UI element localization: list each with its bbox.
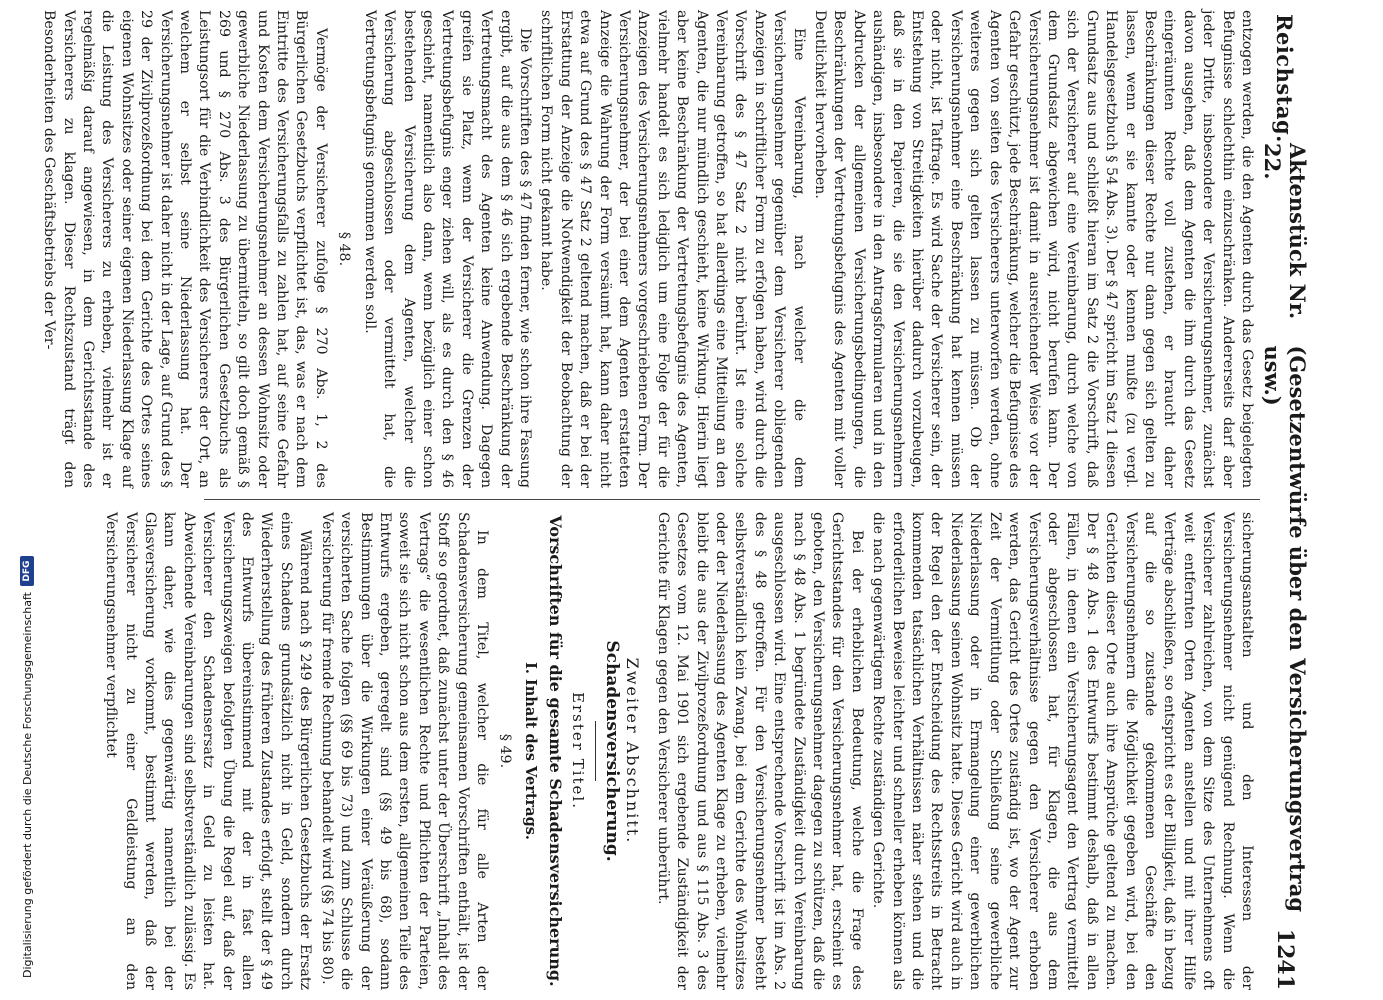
header-subject: (Gesetzentwürfe über den Versicherungsvertrag usw.) xyxy=(1260,345,1310,913)
paragraph: entzogen werden, die den Agenten durch das Gesetz beigelegten Befugnisse schlechthin einzuschränken. Andererseits darf aber jeder Dritte, insbesondere der Versicherungsnehmer, zunächst davon ausgehen, daß dem Agenten die ihm durch das Gesetz eingeräumten Rechte voll zustehen, er braucht daher Beschränkungen dieser Rechte nur dann gegen sich gelten zu lassen, wenn er sie kannte oder kennen mußte (zu vergl. Handelsgesetzbuch § 54 Abs. 3). Der § 47 spricht im Satz 1 diesen Grundsatz aus und schließt hieran im Satz 2 die Vorschrift, daß sich der Versicherer auf eine Vereinbarung, durch welche von dem Grundsatz abgewichen wird, nicht berufen kann. Der Versicherungsnehmer ist damit in ausreichender Weise vor der Gefahr geschützt, jede Beschränkung, welcher die Befugnisse des Agenten von seiten des Versicherers unterworfen werden, ohne weiteres gegen sich gelten lassen zu müssen. Ob der Versicherungsnehmer eine Beschränkung hat kennen müssen oder nicht, ist Tatfrage. Es wird Sache der Versicherer sein, der Entstehung von Streitigkeiten hierüber dadurch vorzubeugen, daß sie in den Papieren, die sie den Versicherungsnehmern aushändigen, insbesondere in den Antragsformularen und in den Abdrucken der allgemeinen Versicherungsbedingungen, die Beschränkungen der Vertretungsbefugnis des Agenten mit voller Deutlichkeit hervorheben. xyxy=(812,10,1255,488)
left-column xyxy=(41,10,1256,488)
credit-line xyxy=(20,556,34,978)
credit-strip xyxy=(0,0,34,1000)
page-header xyxy=(1260,14,1310,990)
paragraph: Bei der erheblichen Bedeutung, welche die Frage des Gerichtsstandes für den Versicherungsnehmer hat, erscheint es geboten, den Versicherungsnehmer dagegen zu schützen, daß die nach § 48 Abs. 1 begründete Zuständigkeit durch Vereinbarung ausgeschlossen wird. Eine entsprechende Vorschrift ist im Abs. 2 des § 48 getroffen. Für den Versicherungsnehmer besteht selbstverständlich kein Zwang, bei dem Gerichte des Wohnsitzes oder der Niederlassung des Agenten Klage zu erheben, vielmehr bleibt die aus der Zivilprozeßordnung und aus § 115 Abs. 3 des Gesetzes vom 12. Mai 1901 sich ergebende Zuständigkeit der Gerichte für Klagen gegen den Versicherer unberührt. xyxy=(654,512,865,990)
subsection-heading: I. Inhalt des Vertrags. xyxy=(521,662,539,840)
credit-text: Digitalisierung gefördert durch die Deutsche Forschungsgemeinschaft xyxy=(20,592,34,978)
dfg-logo-icon: DFG xyxy=(20,556,34,586)
section-heading: Zweiter Abschnitt. xyxy=(623,657,643,845)
section-number: § 48. xyxy=(336,231,353,267)
paragraph: Während nach § 249 des Bürgerlichen Gesetzbuchs der Ersatz eines Schadens grundsätzlich nicht in Geld, sondern durch Wiederherstellung des früheren Zustandes erfolgt, stellt der § 49 des Entwurfs übereinstimmend mit der in fast allen Versicherungszweigen befolgten Übung die Regel auf, daß der Versicherer den Schadensersatz in Geld zu leisten hat. Abweichende Vereinbarungen sind selbstverständlich zulässig. Es kann daher, wie dies gegenwärtig namentlich bei der Glasversicherung vorkommt, bestimmt werden, daß der Versicherer nicht zu einer Geldleistung an den Versicherungsnehmer verpflichtet xyxy=(103,512,314,990)
scanned-page xyxy=(41,0,1320,1000)
header-document: Aktenstück Nr. 22. xyxy=(1260,142,1310,320)
paragraph: Die Vorschriften des § 47 finden ferner, wie schon ihre Fassung ergibt, auf die aus dem § 46 sich ergebende Beschränkung der Vertretungsmacht des Agenten keine Anwendung. Dagegen greifen sie Platz, wenn der Versicherer die Grenzen der Vertretungsbefugnis enger ziehen will, als es durch den § 46 geschieht, namentlich also dann, wenn bezüglich einer schon bestehenden Versicherung dem Agenten, welcher die Versicherung abgeschlossen oder vermittelt hat, die Vertretungsbefugnis genommen werden soll. xyxy=(361,10,533,488)
paragraph: sicherungsanstalten und den Interessen der Versicherungsnehmer nicht genügend Rechnung. Wenn die Versicherer zahlreichen, von dem Sitze des Unternehmens oft weit entfernten Orten Agenten anstellen und mit ihrer Hilfe Verträge abschließen, so entspricht es der Billigkeit, daß in bezug auf die so zustande gekommenen Geschäfte den Versicherungsnehmern die Möglichkeit gegeben wird, bei den Gerichten dieser Orte auch ihre Ansprüche geltend zu machen. Der § 48 Abs. 1 des Entwurfs bestimmt deshalb, daß in allen Fällen, in denen ein Versicherungsagent den Vertrag vermittelt oder abgeschlossen hat, für Klagen, die aus dem Versicherungsverhältnisse gegen den Versicherer erhoben werden, das Gericht des Ortes zuständig ist, wo der Agent zur Zeit der Vermittlung oder Schließung seine gewerbliche Niederlassung oder in Ermangelung einer gewerblichen Niederlassung seinen Wohnsitz hatte. Dieses Gericht wird auch in der Regel den der Entscheidung des Rechtsstreits in Betracht kommenden tatsächlichen Verhältnissen näher stehen und die erforderlichen Beweise leichter und schneller erheben können als die nach gegenwärtigem Rechte zuständigen Gerichte. xyxy=(870,512,1255,990)
title-heading: Erster Titel. xyxy=(568,692,587,810)
right-column xyxy=(103,512,1256,990)
paragraph: Vermöge der Versicherer zufolge § 270 Abs. 1, 2 des Bürgerlichen Gesetzbuchs verpflichtet ist, das, was er nach dem Eintritte des Versicherungsfalls zu zahlen hat, auf seine Gefahr und Kosten dem Versicherungsnehmer an dessen Wohnsitz oder gewerbliche Niederlassung zu übermitteln, so gilt doch gemäß § 269 und § 270 Abs. 3 des Bürgerlichen Gesetzbuchs als Leistungsort für die Verbindlichkeit des Versicherers der Ort, an welchem er selbst seine Niederlassung hat. Der Versicherungsnehmer ist daher nicht in der Lage, auf Grund des § 29 der Zivilprozeßordnung bei dem Gerichte des Ortes seines eigenen Wohnsitzes oder seiner eigenen Niederlassung Klage auf die Leistung des Versicherers zu erheben, vielmehr ist er regelmäßig darauf angewiesen, in dem Gerichtsstande des Versicherers zu klagen. Dieser Rechtszustand trägt den Besonderheiten des Geschäftsbetriebs der Ver- xyxy=(41,10,329,488)
paragraph: Eine Vereinbarung, nach welcher die dem Versicherungsnehmer gegenüber dem Versicherer obliegenden Anzeigen in schriftlicher Form zu erfolgen haben, wird durch die Vorschrift des § 47 Satz 2 nicht berührt. Ist eine solche Vereinbarung getroffen, so hat allerdings eine Mitteilung an den Agenten, die nur mündlich geschieht, keine Wirkung. Hierin liegt aber keine Beschränkung der Vertretungsbefugnis des Agenten, vielmehr handelt es sich lediglich um eine Folge der für die Anzeigen des Versicherungsnehmers vorgeschriebenen Form. Der Versicherungsnehmer, der bei einer dem Agenten erstatteten Anzeige die Wahrung der Form versäumt hat, kann daher nicht etwa auf Grund des § 47 Satz 2 geltend machen, daß er bei der Erstattung der Anzeige die Notwendigkeit der Beobachtung der schriftlichen Form nicht gekannt habe. xyxy=(538,10,807,488)
section-title: Schadensversicherung. xyxy=(602,640,622,862)
page-number: 1241 xyxy=(1272,928,1298,990)
paragraph: In dem Titel, welcher die für alle Arten der Schadensversicherung gemeinsamen Vorschriften enthält, ist der Stoff so geordnet, daß zunächst unter der Überschrift „Inhalt des Vertrags“ die wesentlichen Rechte und Pflichten der Parteien, soweit sie sich nicht schon aus dem ersten, allgemeinen Teile des Entwurfs ergeben, geregelt sind (§§ 49 bis 68), sodann Bestimmungen über die Wirkungen einer Veräußerung der versicherten Sache folgen (§§ 69 bis 73) und zum Schlusse die Versicherung für fremde Rechnung behandelt wird (§§ 74 bis 80). xyxy=(318,512,490,990)
header-title: Reichstag. xyxy=(1272,14,1298,143)
divider-rule xyxy=(595,721,596,781)
title-caption: Vorschriften für die gesamte Schadensversicherung. xyxy=(546,515,566,987)
section-number: § 49. xyxy=(497,733,514,769)
column-divider xyxy=(204,499,1260,500)
